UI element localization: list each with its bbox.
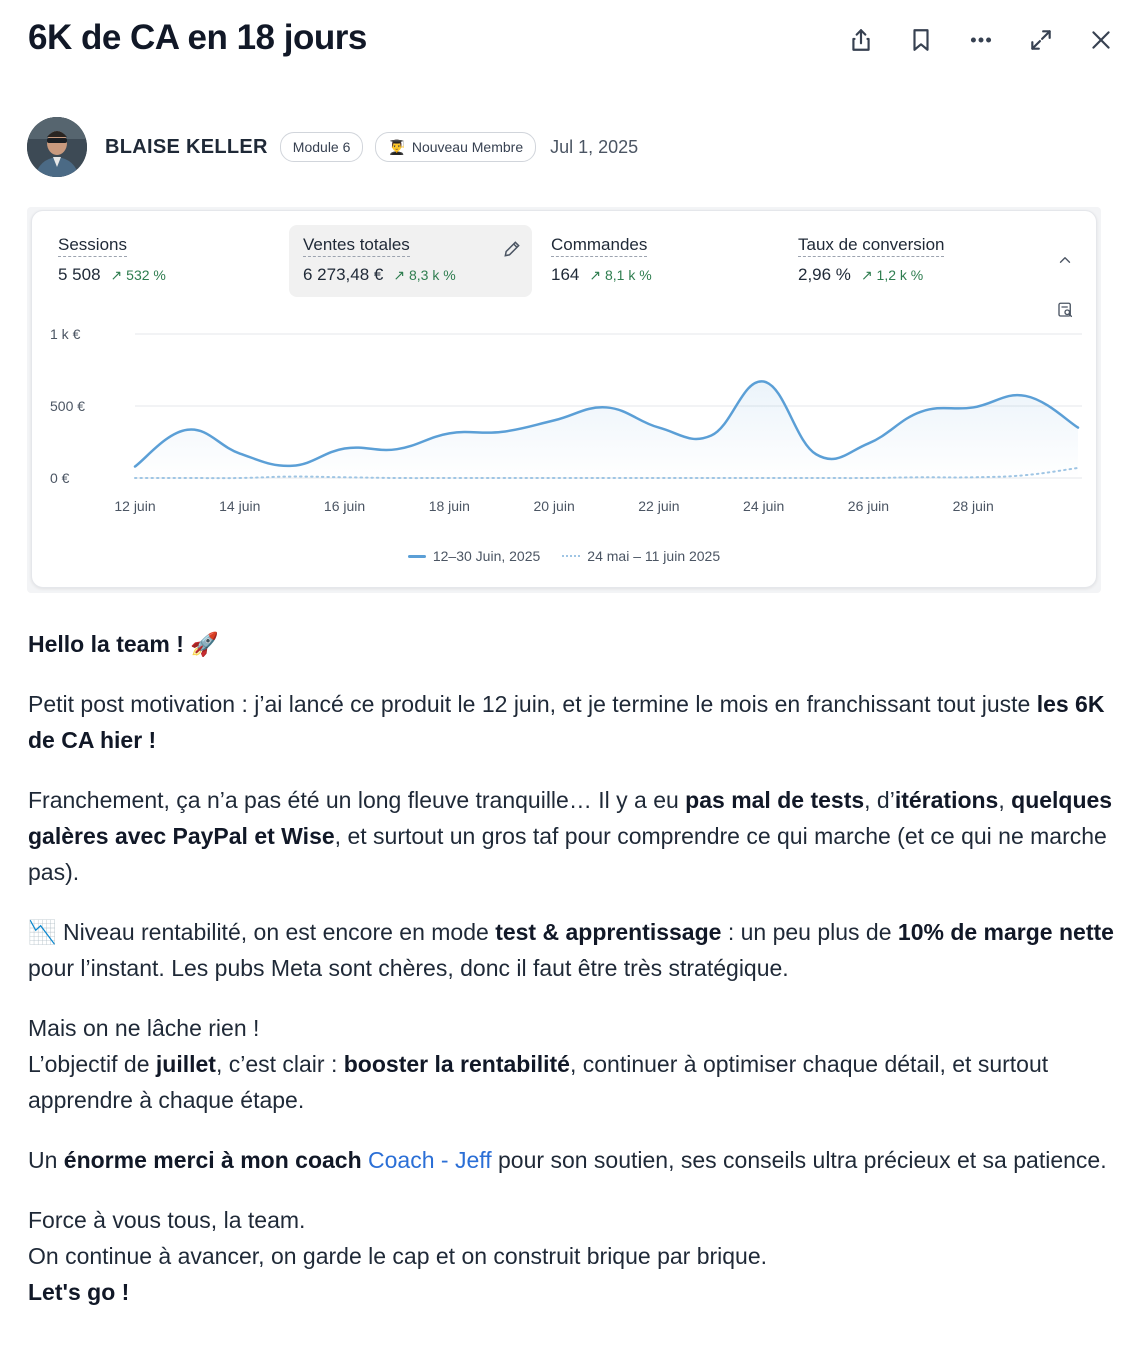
metric-delta: ↗ 1,2 k % xyxy=(860,267,924,283)
avatar[interactable] xyxy=(27,117,87,177)
post-body xyxy=(28,626,1118,1334)
analytics-screenshot xyxy=(27,207,1101,593)
x-tick-label: 22 juin xyxy=(638,498,680,514)
bookmark-button[interactable] xyxy=(900,22,942,58)
post-date: Jul 1, 2025 xyxy=(550,136,639,157)
chart-search-icon[interactable] xyxy=(1056,301,1076,321)
member-badge: 👨‍🎓 Nouveau Membre xyxy=(375,132,536,162)
metric-delta: ↗ 532 % xyxy=(110,267,166,283)
x-tick-label: 12 juin xyxy=(114,498,156,514)
paragraph-1: Petit post motivation : j’ai lancé ce produit le 12 juin, et je termine le mois en franchissant tout juste les 6K de CA hier ! xyxy=(28,691,1105,753)
paragraph-2: Franchement, ça n’a pas été un long fleuve tranquille… Il y a eu pas mal de tests, d’itérations, quelques galères avec PayPal et Wise, et surtout un gros taf pour comprendre ce qui marche (et ce qui ne marche pas). xyxy=(28,787,1113,885)
y-tick-label: 1 k € xyxy=(50,326,81,342)
x-tick-label: 24 juin xyxy=(743,498,785,514)
metric-value: 6 273,48 € xyxy=(303,265,384,284)
x-tick-label: 16 juin xyxy=(323,498,366,514)
metric-label: Commandes xyxy=(551,235,647,257)
x-tick-label: 26 juin xyxy=(847,498,890,514)
greeting-paragraph: Hello la team ! 🚀 xyxy=(28,631,219,657)
metric-value: 2,96 % xyxy=(798,265,851,284)
chart-decreasing-icon: 📉 xyxy=(28,919,57,945)
metric-orders[interactable] xyxy=(537,225,767,297)
metric-label: Taux de conversion xyxy=(798,235,944,257)
legend-item-previous[interactable]: 24 mai – 11 juin 2025 xyxy=(562,548,720,564)
chart-legend xyxy=(32,548,1096,564)
x-tick-label: 18 juin xyxy=(428,498,470,514)
analytics-card xyxy=(31,210,1097,588)
post-toolbar xyxy=(840,22,1122,58)
post-title: 6K de CA en 18 jours xyxy=(28,18,367,57)
paragraph-5: Un énorme merci à mon coach Coach - Jeff pour son soutien, ses conseils ultra précieux et sa patience. xyxy=(28,1147,1107,1173)
rocket-icon: 🚀 xyxy=(190,631,219,657)
metric-sessions[interactable] xyxy=(44,225,274,297)
x-tick-label: 14 juin xyxy=(219,498,261,514)
paragraph-4: Mais on ne lâche rien ! L’objectif de juillet, c’est clair : booster la rentabilité, continuer à optimiser chaque détail, et surtout apprendre à chaque étape. xyxy=(28,1015,1049,1113)
metric-value: 164 xyxy=(551,265,580,284)
metric-value: 5 508 xyxy=(58,265,101,284)
metric-conversion-rate[interactable] xyxy=(784,225,1014,297)
share-icon xyxy=(848,27,874,53)
graduate-icon: 👨‍🎓 xyxy=(388,138,406,155)
metric-delta: ↗ 8,1 k % xyxy=(589,267,652,283)
paragraph-6: Force à vous tous, la team. On continue à avancer, on garde le cap et on construit brique par brique. Let's go ! xyxy=(28,1207,768,1305)
module-badge: Module 6 xyxy=(280,132,364,162)
author-name[interactable]: BLAISE KELLER xyxy=(105,135,268,158)
metric-delta: ↗ 8,3 k % xyxy=(393,267,456,283)
x-tick-label: 20 juin xyxy=(533,498,575,514)
expand-icon xyxy=(1028,27,1054,53)
chevron-up-icon[interactable] xyxy=(1056,251,1074,269)
x-tick-label: 28 juin xyxy=(952,498,994,514)
avatar-image xyxy=(27,117,87,177)
metric-label: Sessions xyxy=(58,235,127,257)
expand-button[interactable] xyxy=(1020,22,1062,58)
metric-label: Ventes totales xyxy=(303,235,410,257)
mention-link[interactable]: Coach - Jeff xyxy=(368,1147,492,1173)
more-icon xyxy=(968,27,994,53)
legend-item-current[interactable]: 12–30 Juin, 2025 xyxy=(408,548,540,564)
metric-total-sales[interactable] xyxy=(289,225,532,297)
more-options-button[interactable] xyxy=(960,22,1002,58)
share-button[interactable] xyxy=(840,22,882,58)
series-area-current xyxy=(135,381,1078,478)
close-icon xyxy=(1088,27,1114,53)
pencil-icon[interactable] xyxy=(502,239,522,259)
bookmark-icon xyxy=(908,27,934,53)
close-button[interactable] xyxy=(1080,22,1122,58)
paragraph-3: 📉 Niveau rentabilité, on est encore en mode test & apprentissage : un peu plus de 10% de marge nette pour l’instant. Les pubs Meta sont chères, donc il faut être très stratégique. xyxy=(28,919,1114,981)
y-tick-label: 500 € xyxy=(50,398,86,414)
y-tick-label: 0 € xyxy=(50,470,70,486)
author-row xyxy=(27,116,638,178)
